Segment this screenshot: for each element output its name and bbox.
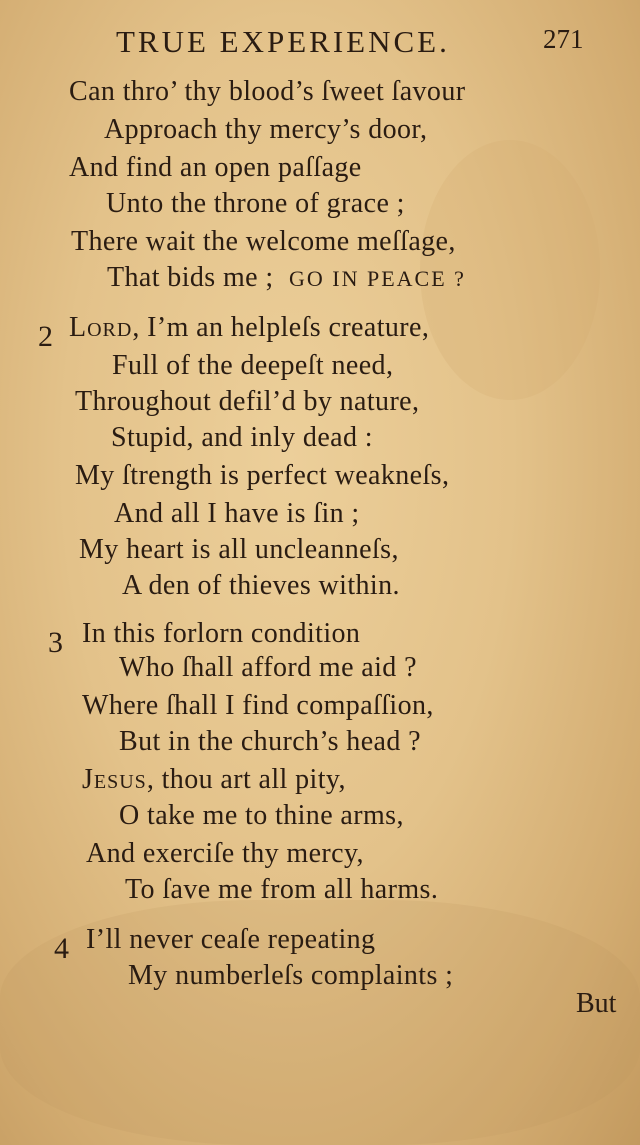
verse-line: My heart is all uncleanneſs, [79, 534, 399, 565]
emphasis-caps: GO IN PEACE ? [288, 266, 466, 291]
verse-line [107, 262, 466, 294]
verse-line: But in the church’s head ? [119, 726, 421, 757]
verse-line: Unto the throne of grace ; [106, 188, 405, 219]
verse-line [82, 764, 346, 796]
verse-line: Where ſhall I find compaſſion, [82, 690, 434, 721]
running-title: TRUE EXPERIENCE. [116, 24, 450, 59]
catchword: But [576, 988, 617, 1019]
divine-name: Jesus [82, 764, 147, 795]
verse-line: And find an open paſſage [69, 152, 362, 183]
verse-line: And exerciſe thy mercy, [86, 838, 364, 869]
divine-name: Lord [69, 312, 133, 343]
verse-line-text: , thou art all pity, [146, 764, 346, 795]
verse-line: There wait the welcome meſſage, [71, 226, 456, 257]
verse-line: My numberleſs complaints ; [128, 960, 454, 991]
page-number: 271 [543, 24, 584, 54]
stanza-number: 3 [48, 626, 63, 659]
verse-line: To ſave me from all harms. [125, 874, 439, 905]
verse-line: Stupid, and inly dead : [111, 422, 373, 453]
verse-line: Approach thy mercy’s door, [104, 114, 428, 145]
verse-line: In this forlorn condition [82, 618, 361, 649]
verse-line: My ſtrength is perfect weakneſs, [75, 460, 450, 491]
verse-line [69, 312, 429, 344]
verse-line: O take me to thine arms, [119, 800, 404, 831]
stanza-number: 4 [54, 932, 69, 965]
verse-line: And all I have is ſin ; [114, 498, 360, 529]
verse-line: Can thro’ thy blood’s ſweet ſavour [69, 76, 466, 107]
verse-line-text: , I’m an helpleſs creature, [132, 312, 430, 343]
verse-line: A den of thieves within. [122, 570, 400, 601]
verse-line: Full of the deepeſt need, [112, 350, 394, 381]
verse-line-text: That bids me ; [107, 262, 274, 293]
verse-line: I’ll never ceaſe repeating [86, 924, 376, 955]
verse-line: Who ſhall afford me aid ? [119, 652, 417, 683]
verse-line: Throughout defil’d by nature, [75, 386, 420, 417]
stanza-number: 2 [38, 320, 53, 353]
